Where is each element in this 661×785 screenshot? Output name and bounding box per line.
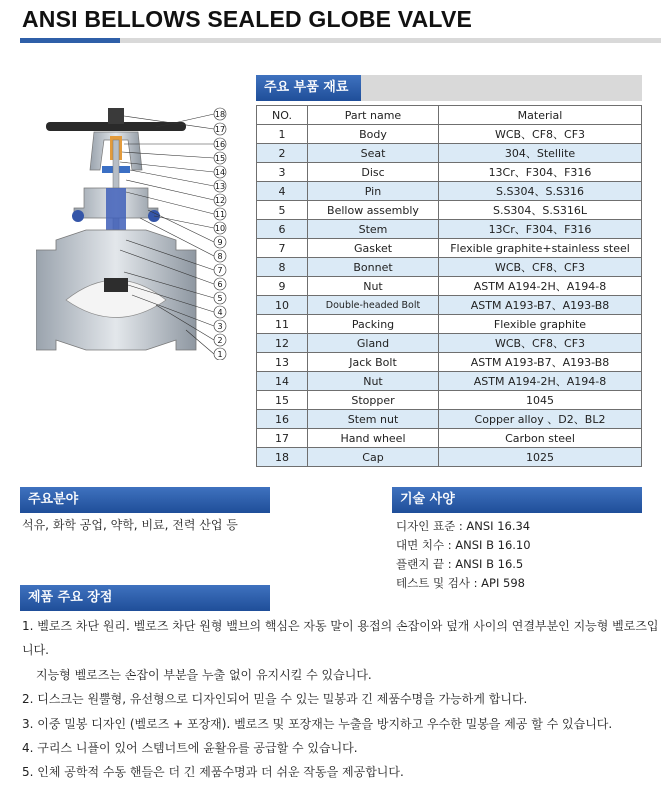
features-list <box>22 614 661 785</box>
cell-part-name: Seat <box>308 144 439 163</box>
cell-material: 13Cr、F304、F316 <box>439 220 642 239</box>
table-row <box>257 239 642 258</box>
cell-no: 13 <box>257 353 308 372</box>
label-18: 18 <box>214 110 226 119</box>
cell-material: ASTM A193-B7、A193-B8 <box>439 296 642 315</box>
parts-heading-bar <box>361 75 642 101</box>
cell-part-name: Body <box>308 125 439 144</box>
cell-no: 5 <box>257 201 308 220</box>
svg-text:17: 17 <box>214 125 226 134</box>
cell-part-name: Gland <box>308 334 439 353</box>
spec-line: 플랜지 끝 : ANSI B 16.5 <box>396 557 524 571</box>
cell-material: S.S304、S.S316 <box>439 182 642 201</box>
table-row <box>257 353 642 372</box>
cell-no: 8 <box>257 258 308 277</box>
parts-table <box>256 105 642 467</box>
cell-part-name: Gasket <box>308 239 439 258</box>
cell-no: 3 <box>257 163 308 182</box>
cell-material: Carbon steel <box>439 429 642 448</box>
parts-heading-text: 주요 부품 재료 <box>264 80 349 95</box>
svg-text:2: 2 <box>217 336 223 345</box>
cell-material: ASTM A194-2H、A194-8 <box>439 277 642 296</box>
cell-no: 15 <box>257 391 308 410</box>
svg-text:7: 7 <box>217 266 223 275</box>
svg-text:9: 9 <box>217 238 223 247</box>
cell-material: 1025 <box>439 448 642 467</box>
cell-part-name: Bonnet <box>308 258 439 277</box>
svg-text:5: 5 <box>217 294 223 303</box>
cell-no: 10 <box>257 296 308 315</box>
table-row <box>257 258 642 277</box>
cell-part-name: Pin <box>308 182 439 201</box>
svg-text:12: 12 <box>214 196 226 205</box>
cell-no: 9 <box>257 277 308 296</box>
svg-text:4: 4 <box>217 308 223 317</box>
cell-part-name: Nut <box>308 277 439 296</box>
table-row <box>257 315 642 334</box>
specs-heading <box>392 487 642 513</box>
feature-line: 1. 벨로즈 차단 원리. 벨로즈 차단 원형 밸브의 핵심은 자동 말이 용접의 손잡이와 덮개 사이의 연결부분인 지능형 벨로즈입니다. <box>22 619 659 658</box>
table-row <box>257 372 642 391</box>
table-row <box>257 220 642 239</box>
svg-text:11: 11 <box>214 210 226 219</box>
column-header-no: NO. <box>257 106 308 125</box>
parts-section-heading <box>256 75 361 101</box>
spec-line: 테스트 및 검사 : API 598 <box>396 576 525 590</box>
table-row <box>257 125 642 144</box>
features-heading <box>20 585 270 611</box>
cell-part-name: Disc <box>308 163 439 182</box>
cell-material: Flexible graphite <box>439 315 642 334</box>
cell-no: 12 <box>257 334 308 353</box>
svg-text:15: 15 <box>214 154 226 163</box>
cell-no: 18 <box>257 448 308 467</box>
specs-heading-text: 기술 사양 <box>400 492 455 507</box>
cell-no: 16 <box>257 410 308 429</box>
cell-material: ASTM A193-B7、A193-B8 <box>439 353 642 372</box>
svg-text:13: 13 <box>214 182 226 191</box>
feature-line: 2. 디스크는 원뿔형, 유선형으로 디자인되어 믿을 수 있는 밀봉과 긴 제품수명을 가능하게 합니다. <box>22 692 528 707</box>
table-row <box>257 296 642 315</box>
cell-part-name: Jack Bolt <box>308 353 439 372</box>
feature-line: 5. 인체 공학적 수동 핸들은 더 긴 제품수명과 더 쉬운 작동을 제공합니다. <box>22 765 404 780</box>
table-row <box>257 448 642 467</box>
page-title: ANSI BELLOWS SEALED GLOBE VALVE <box>22 6 473 32</box>
column-header-part-name: Part name <box>308 106 439 125</box>
svg-text:16: 16 <box>214 140 226 149</box>
cell-material: 1045 <box>439 391 642 410</box>
table-row <box>257 334 642 353</box>
specs-list <box>396 517 531 593</box>
valve-diagram <box>36 100 246 360</box>
table-row <box>257 163 642 182</box>
feature-line: 4. 구리스 니플이 있어 스템너트에 윤활유를 공급할 수 있습니다. <box>22 741 358 756</box>
svg-text:8: 8 <box>217 252 223 261</box>
cell-material: 304、Stellite <box>439 144 642 163</box>
cell-material: WCB、CF8、CF3 <box>439 125 642 144</box>
feature-line: 지능형 벨로즈는 손잡이 부분을 누출 없이 유지시킬 수 있습니다. <box>36 667 372 682</box>
applications-heading <box>20 487 270 513</box>
title-underline <box>20 38 661 43</box>
cell-part-name: Cap <box>308 448 439 467</box>
table-row <box>257 391 642 410</box>
applications-text: 석유, 화학 공업, 약학, 비료, 전력 산업 등 <box>22 518 238 532</box>
cell-no: 7 <box>257 239 308 258</box>
table-row <box>257 201 642 220</box>
cell-material: 13Cr、F304、F316 <box>439 163 642 182</box>
cell-no: 6 <box>257 220 308 239</box>
cell-material: Flexible graphite+stainless steel <box>439 239 642 258</box>
cell-material: S.S304、S.S316L <box>439 201 642 220</box>
cell-material: Copper alloy 、D2、BL2 <box>439 410 642 429</box>
cell-no: 4 <box>257 182 308 201</box>
cell-part-name: Packing <box>308 315 439 334</box>
applications-heading-text: 주요분야 <box>28 492 79 507</box>
cell-part-name: Nut <box>308 372 439 391</box>
spec-line: 대면 치수 : ANSI B 16.10 <box>396 538 531 552</box>
cell-part-name: Double-headed Bolt <box>308 296 439 315</box>
feature-line: 3. 이중 밀봉 디자인 (벨로즈 + 포장재). 벨로즈 및 포장재는 누출을 방지하고 우수한 밀봉을 제공 할 수 있습니다. <box>22 716 613 731</box>
cell-no: 1 <box>257 125 308 144</box>
svg-text:1: 1 <box>217 350 223 359</box>
cell-part-name: Hand wheel <box>308 429 439 448</box>
svg-text:14: 14 <box>214 168 226 177</box>
cell-no: 17 <box>257 429 308 448</box>
spec-line: 디자인 표준 : ANSI 16.34 <box>396 519 531 533</box>
cell-part-name: Bellow assembly <box>308 201 439 220</box>
table-row <box>257 277 642 296</box>
table-row <box>257 410 642 429</box>
cell-material: ASTM A194-2H、A194-8 <box>439 372 642 391</box>
cell-material: WCB、CF8、CF3 <box>439 258 642 277</box>
cell-no: 2 <box>257 144 308 163</box>
svg-text:6: 6 <box>217 280 223 289</box>
features-heading-text: 제품 주요 장점 <box>28 590 113 605</box>
table-row <box>257 144 642 163</box>
svg-text:3: 3 <box>217 322 223 331</box>
cell-material: WCB、CF8、CF3 <box>439 334 642 353</box>
cell-part-name: Stem nut <box>308 410 439 429</box>
cell-no: 11 <box>257 315 308 334</box>
cell-part-name: Stopper <box>308 391 439 410</box>
table-row <box>257 429 642 448</box>
column-header-material: Material <box>439 106 642 125</box>
cell-no: 14 <box>257 372 308 391</box>
table-row <box>257 182 642 201</box>
svg-text:10: 10 <box>214 224 226 233</box>
table-header-row <box>257 106 642 125</box>
cell-part-name: Stem <box>308 220 439 239</box>
